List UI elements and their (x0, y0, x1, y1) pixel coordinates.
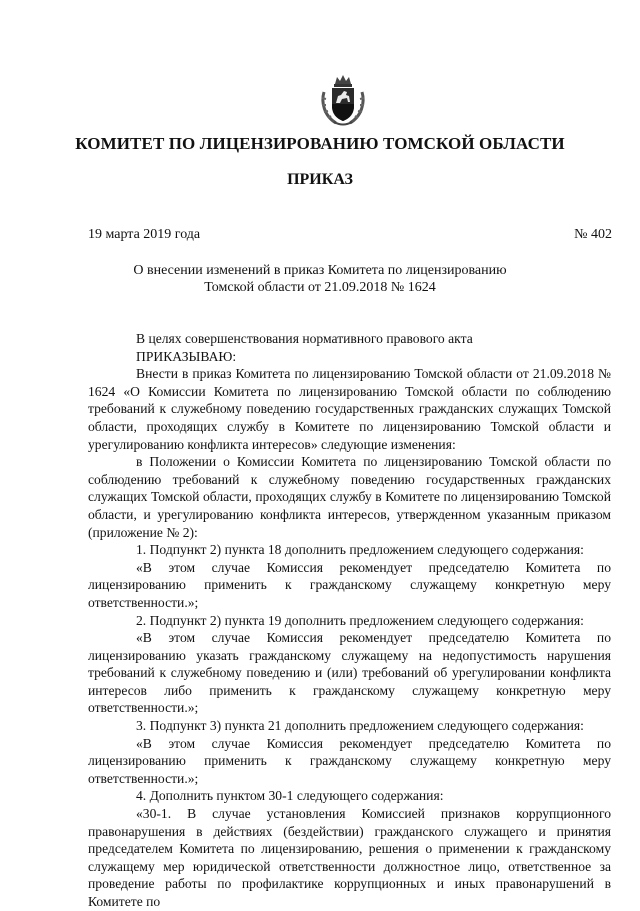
paragraph: 1. Подпункт 2) пункта 18 дополнить предложением следующего содержания: (136, 542, 584, 558)
paragraph: «В этом случае Комиссия рекомендует председателю Комитета по лицензированию указать гражданскому служащему на недопустимость нарушения требований к служебному поведению и (или) требований об урегулировании конфликта интересов либо применить к гражданскому служащему конкретную меру ответственности.»; (88, 630, 611, 716)
document-body (88, 330, 611, 911)
paragraph: в Положении о Комиссии Комитета по лицензированию Томской области по соблюдению требований к служебному поведению государственных гражданских служащих Томской области, проходящих службу в Комитете по лицензированию Томской области, и урегулированию конфликта интересов, утвержденном указанным приказом (приложение № 2): (88, 454, 611, 540)
document-number: № 402 (574, 227, 612, 242)
document-type: ПРИКАЗ (287, 171, 353, 188)
paragraph: В целях совершенствования нормативного правового акта (136, 331, 473, 346)
paragraph: 3. Подпункт 3) пункта 21 дополнить предложением следующего содержания: (136, 718, 584, 734)
subject-line: Томской области от 21.09.2018 № 1624 (204, 280, 436, 295)
paragraph: 2. Подпункт 2) пункта 19 дополнить предложением следующего содержания: (136, 612, 584, 628)
document-date: 19 марта 2019 года (88, 227, 201, 242)
paragraph: «В этом случае Комиссия рекомендует председателю Комитета по лицензированию применить к гражданскому служащему конкретную меру ответственности.»; (88, 559, 611, 610)
paragraph: «30-1. В случае установления Комиссией признаков коррупционного правонарушения в действиях (бездействии) гражданского служащего и принятия председателем Комитета по лицензированию, решения о применении к гражданскому служащему мер юридической ответственности должностное лицо, ответственное за проведение работы по профилактике коррупционных и иных правонарушений в Комитете по (88, 806, 611, 909)
tomsk-coat-of-arms-icon (318, 74, 368, 128)
document-subject (0, 262, 640, 296)
paragraph: ПРИКАЗЫВАЮ: (136, 348, 237, 364)
subject-line: О внесении изменений в приказ Комитета по лицензированию (133, 263, 507, 278)
paragraph: «В этом случае Комиссия рекомендует председателю Комитета по лицензированию применить к гражданскому служащему конкретную меру ответственности.»; (88, 735, 611, 786)
organization-title: КОМИТЕТ ПО ЛИЦЕНЗИРОВАНИЮ ТОМСКОЙ ОБЛАСТИ (75, 134, 565, 153)
paragraph: 4. Дополнить пунктом 30-1 следующего содержания: (136, 788, 444, 804)
paragraph: Внести в приказ Комитета по лицензированию Томской области от 21.09.2018 № 1624 «О Комиссии Комитета по лицензированию Томской области по соблюдению требований к служебному поведению государственных гражданских служащих Томской области, проходящих службу в Комитете по лицензированию Томской области и урегулированию конфликта интересов» следующие изменения: (88, 366, 611, 452)
